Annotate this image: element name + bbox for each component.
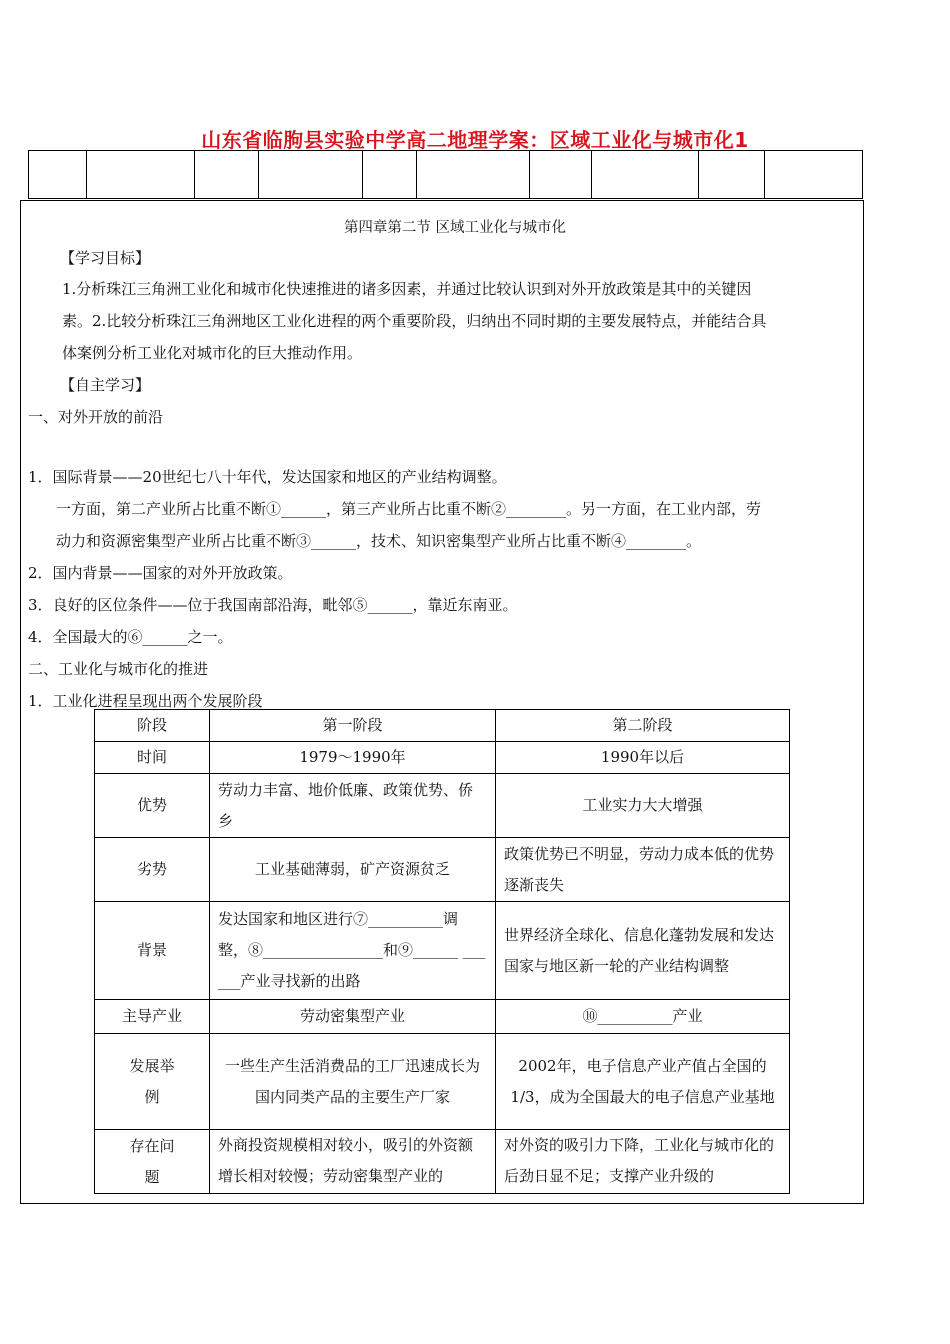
part-two-heading: 二、工业化与城市化的推进 <box>28 660 209 678</box>
table-row <box>95 838 790 902</box>
table-row <box>95 1034 790 1130</box>
item-largest: 4．全国最大的⑥______之一。 <box>28 628 233 646</box>
table-cell: 政策优势已不明显，劳动力成本低的优势逐渐丧失 <box>496 838 790 902</box>
heading-self-study: 【自主学习】 <box>60 376 151 394</box>
table-cell: 工业实力大大增强 <box>496 774 790 838</box>
item-domestic: 2．国内背景——国家的对外开放政策。 <box>28 564 293 582</box>
item-location: 3．良好的区位条件——位于我国南部沿海，毗邻⑤______，靠近东南亚。 <box>28 596 518 614</box>
table-cell: 第一阶段 <box>210 710 496 742</box>
table-cell: 一些生产生活消费品的工厂迅速成长为国内同类产品的主要生产厂家 <box>210 1034 496 1130</box>
section-subtitle: 第四章第二节 区域工业化与城市化 <box>343 220 567 236</box>
item-stages: 1．工业化进程呈现出两个发展阶段 <box>28 692 263 710</box>
table-cell: 主导产业 <box>95 1000 210 1034</box>
table-cell: 2002年，电子信息产业产值占全国的1/3，成为全国最大的电子信息产业基地 <box>496 1034 790 1130</box>
item-international-detail-2: 动力和资源密集型产业所占比重不断③______，技术、知识密集型产业所占比重不断④________。 <box>56 532 702 550</box>
goal-text-line-1: 1.分析珠江三角洲工业化和城市化快速推进的诸多因素，并通过比较认识到对外开放政策是其中的关键因 <box>62 280 752 298</box>
header-grid <box>28 150 863 199</box>
stages-table <box>94 709 790 1194</box>
table-cell: 存在问题 <box>95 1130 210 1194</box>
goal-text-line-2: 素。2.比较分析珠江三角洲地区工业化进程的两个重要阶段，归纳出不同时期的主要发展特点，并能结合具 <box>62 312 767 330</box>
table-cell: 背景 <box>95 902 210 1000</box>
goal-text-line-3: 体案例分析工业化对城市化的巨大推动作用。 <box>62 344 363 362</box>
table-cell: 时间 <box>95 742 210 774</box>
table-row <box>95 774 790 838</box>
table-cell: 第二阶段 <box>496 710 790 742</box>
part-one-heading: 一、对外开放的前沿 <box>28 408 164 426</box>
table-row <box>95 902 790 1000</box>
table-cell: 劳动力丰富、地价低廉、政策优势、侨乡 <box>210 774 496 838</box>
table-cell: 发展举例 <box>95 1034 210 1130</box>
item-international: 1．国际背景——20世纪七八十年代，发达国家和地区的产业结构调整。 <box>28 468 507 486</box>
table-cell: 1979～1990年 <box>210 742 496 774</box>
document-title: 山东省临朐县实验中学高二地理学案：区域工业化与城市化1 <box>201 128 749 152</box>
table-cell: 劣势 <box>95 838 210 902</box>
table-cell: ⑩__________产业 <box>496 1000 790 1034</box>
table-cell: 阶段 <box>95 710 210 742</box>
table-cell: 发达国家和地区进行⑦__________调整，⑧________________和⑨______ ______产业寻找新的出路 <box>210 902 496 1000</box>
table-cell: 对外资的吸引力下降，工业化与城市化的后劲日显不足；支撑产业升级的 <box>496 1130 790 1194</box>
table-cell: 世界经济全球化、信息化蓬勃发展和发达国家与地区新一轮的产业结构调整 <box>496 902 790 1000</box>
table-cell: 工业基础薄弱，矿产资源贫乏 <box>210 838 496 902</box>
table-cell: 劳动密集型产业 <box>210 1000 496 1034</box>
table-cell: 外商投资规模相对较小，吸引的外资额增长相对较慢；劳动密集型产业的 <box>210 1130 496 1194</box>
table-header-row <box>95 710 790 742</box>
table-cell: 优势 <box>95 774 210 838</box>
item-international-detail-1: 一方面，第二产业所占比重不断①______，第三产业所占比重不断②________。另一方面，在工业内部，劳 <box>56 500 762 518</box>
heading-goals: 【学习目标】 <box>60 249 151 267</box>
table-cell: 1990年以后 <box>496 742 790 774</box>
table-row <box>95 1000 790 1034</box>
table-row <box>95 742 790 774</box>
table-row <box>95 1130 790 1194</box>
